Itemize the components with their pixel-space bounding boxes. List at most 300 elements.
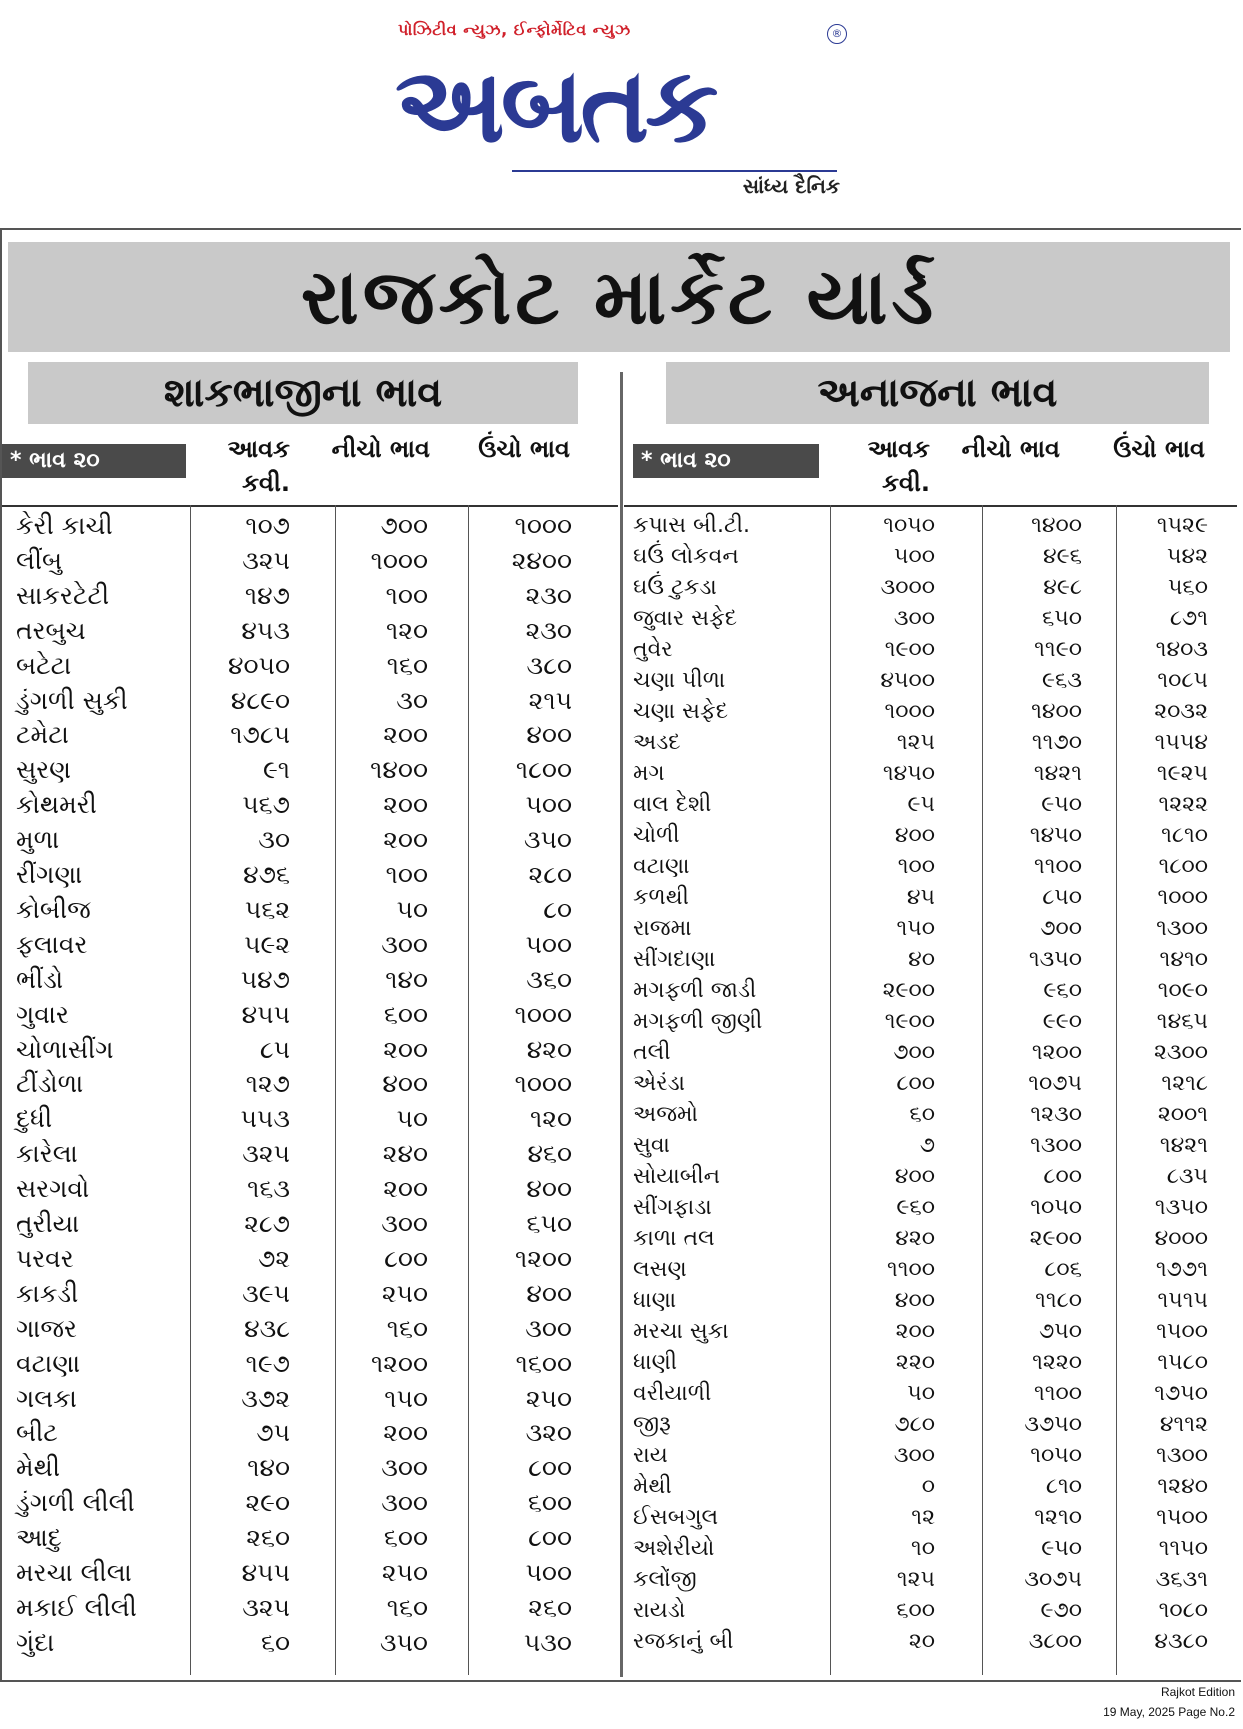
- high-price: ૧૨૦: [530, 1104, 572, 1134]
- low-price: ૨૫૦: [381, 1278, 428, 1308]
- commodity-name: અડદ: [633, 730, 681, 755]
- commodity-name: ઈસબગુલ: [633, 1505, 719, 1530]
- high-price: ૨૩૦૦: [1153, 1040, 1208, 1065]
- low-price: ૧૧૦૦: [1033, 854, 1082, 879]
- arrival-value: ૪૫૦૦: [880, 668, 935, 693]
- high-price: ૩૨૦: [525, 1418, 572, 1448]
- arrival-value: ૧૨૫: [896, 730, 935, 755]
- veg-col-low: નીચો ભાવ: [331, 435, 430, 463]
- arrival-value: ૪૦૦: [894, 823, 935, 848]
- commodity-name: રજકાનું બી: [633, 1629, 734, 1654]
- commodity-name: એરંડા: [633, 1071, 686, 1096]
- low-price: ૨૦૦: [383, 825, 428, 855]
- commodity-name: તરબુચ: [16, 615, 86, 645]
- commodity-name: તુરીયા: [16, 1209, 80, 1238]
- arrival-value: ૩૦૦: [893, 1443, 935, 1468]
- commodity-name: મગફળી જીણી: [633, 1009, 763, 1034]
- arrival-value: ૧૬૩: [247, 1174, 290, 1204]
- high-price: ૧૧૫૦: [1158, 1536, 1208, 1561]
- low-price: ૧૪૦૦: [1031, 699, 1082, 724]
- commodity-name: ફલાવર: [16, 929, 88, 959]
- commodity-name: રીંગણા: [16, 860, 83, 889]
- high-price: ૮૭૧: [1169, 606, 1208, 631]
- commodity-name: જીરૂ: [633, 1412, 671, 1437]
- commodity-name: આદુ: [16, 1523, 62, 1553]
- low-price: ૧૦૫૦: [1030, 1195, 1082, 1220]
- high-price: ૧૦૮૫: [1157, 668, 1208, 693]
- commodity-name: જુવાર સફેદ: [633, 606, 738, 631]
- high-price: ૪૦૦: [526, 1278, 572, 1308]
- high-price: ૮૩૫: [1166, 1164, 1208, 1189]
- arrival-value: ૮૦૦: [896, 1071, 935, 1096]
- high-price: ૪૧૧૨: [1159, 1412, 1208, 1437]
- high-price: ૨૬૦: [528, 1592, 572, 1622]
- high-price: ૧૦૦૦: [1157, 885, 1208, 910]
- commodity-name: મકાઈ લીલી: [16, 1592, 137, 1622]
- high-price: ૫૪૨: [1166, 544, 1208, 569]
- low-price: ૪૯૬: [1043, 544, 1082, 569]
- low-price: ૧૪૦૦: [370, 755, 428, 785]
- arrival-value: ૮૫: [259, 1034, 290, 1064]
- arrival-value: ૪૫૩: [241, 615, 290, 645]
- commodity-name: સીંગદાણા: [633, 947, 716, 972]
- arrival-value: ૨૯૦૦: [882, 978, 935, 1003]
- arrival-value: ૬૦: [260, 1627, 290, 1657]
- arrival-value: ૧૪૫૦: [882, 761, 935, 786]
- masthead-subtitle: સાંધ્ય દૈનિક: [742, 174, 840, 198]
- low-price: ૯૬૩: [1042, 668, 1082, 693]
- low-price: ૩૦૭૫: [1024, 1567, 1082, 1592]
- commodity-name: કળથી: [633, 885, 689, 910]
- arrival-value: ૩૦: [258, 825, 290, 855]
- low-price: ૨૦૦: [383, 1174, 428, 1204]
- arrival-value: ૨૦: [908, 1629, 935, 1654]
- high-price: ૮૦૦: [528, 1523, 572, 1553]
- commodity-name: મુળા: [16, 825, 60, 855]
- veg-col-arrival: આવક કવી.: [227, 435, 290, 497]
- arrival-value: ૨૦૦: [895, 1319, 935, 1344]
- low-price: ૧૪૦૦: [1031, 513, 1082, 538]
- commodity-name: અશેરીયો: [633, 1536, 715, 1561]
- arrival-value: ૧૫૦: [896, 916, 935, 941]
- commodity-name: રાયડો: [633, 1598, 686, 1623]
- page-title: રાજકોટ માર્કેટ યાર્ડ: [8, 242, 1230, 352]
- high-price: ૧૫૧૫: [1157, 1288, 1208, 1313]
- high-price: ૧૪૨૧: [1159, 1133, 1208, 1158]
- arrival-value: ૪૭૬: [243, 860, 290, 889]
- arrival-value: ૧૦૭: [245, 511, 290, 540]
- arrival-value: ૭૮૦: [894, 1412, 935, 1437]
- date-page-label: 19 May, 2025 Page No.2: [1103, 1705, 1235, 1719]
- high-price: ૧૫૨૯: [1156, 513, 1208, 538]
- low-price: ૯૯૦: [1042, 1009, 1082, 1034]
- high-price: ૫૩૦: [523, 1627, 572, 1657]
- commodity-name: ચોળાસીંગ: [16, 1034, 114, 1064]
- commodity-name: ગલકા: [16, 1383, 77, 1413]
- low-price: ૨૦૦: [383, 790, 428, 820]
- arrival-value: ૧૯૦૦: [884, 637, 935, 662]
- low-price: ૧૪૨૧: [1033, 761, 1082, 786]
- high-price: ૪૦૦: [526, 720, 572, 750]
- commodity-name: કોથમરી: [16, 790, 97, 820]
- vegetables-heading: શાકભાજીના ભાવ: [28, 362, 578, 424]
- commodity-name: ઘઉં લોકવન: [633, 544, 739, 569]
- low-price: ૬૫૦: [1041, 606, 1082, 631]
- commodity-name: કપાસ બી.ટી.: [633, 513, 751, 538]
- arrival-value: ૯૫: [907, 792, 935, 817]
- arrival-value: ૩૨૫: [242, 1139, 290, 1169]
- high-price: ૧૫૦૦: [1156, 1319, 1208, 1344]
- low-price: ૧૧૮૦: [1035, 1288, 1082, 1313]
- high-price: ૧૫૮૦: [1157, 1350, 1208, 1375]
- arrival-value: ૪૮૯૦: [230, 685, 290, 715]
- arrival-value: ૪૦: [908, 947, 935, 972]
- arrival-value: ૧૦૦૦: [884, 699, 935, 724]
- grain-col-high: ઉંચો ભાવ: [1113, 435, 1205, 463]
- commodity-name: અજમો: [633, 1102, 699, 1127]
- low-price: ૧૬૦: [386, 650, 428, 680]
- commodity-name: ડુંગળી સુકી: [16, 685, 128, 715]
- commodity-name: મરચા સુકા: [633, 1319, 729, 1344]
- arrival-value: ૨૬૦: [246, 1523, 290, 1553]
- low-price: ૧૨૨૦: [1032, 1350, 1082, 1375]
- low-price: ૧૦૦: [385, 860, 428, 889]
- high-price: ૪૦૦૦: [1154, 1226, 1208, 1251]
- commodity-name: કેરી કાચી: [16, 511, 113, 540]
- commodity-name: ચોળી: [633, 823, 680, 848]
- low-price: ૬૦૦: [383, 999, 428, 1029]
- high-price: ૧૮૦૦: [515, 755, 572, 785]
- arrival-value: ૪૫૫: [241, 1558, 290, 1587]
- low-price: ૧૪૦: [385, 964, 428, 994]
- commodity-name: દુધી: [16, 1104, 53, 1134]
- commodity-name: મેથી: [633, 1474, 672, 1499]
- commodity-name: કોબીજ: [16, 894, 91, 924]
- low-price: ૫૦: [396, 894, 428, 924]
- arrival-value: ૪૫: [906, 885, 935, 910]
- high-price: ૬૦૦: [527, 1488, 572, 1518]
- commodity-name: ધાણા: [633, 1288, 677, 1313]
- low-price: ૬૦૦: [383, 1523, 428, 1553]
- low-price: ૮૦૬: [1044, 1257, 1082, 1282]
- commodity-name: ગાજર: [16, 1313, 77, 1343]
- high-price: ૧૩૦૦: [1156, 1443, 1208, 1468]
- arrival-value: ૭૦૦: [893, 1040, 935, 1065]
- arrival-value: ૫૪૭: [240, 964, 290, 994]
- high-price: ૮૦: [543, 894, 572, 924]
- arrival-value: ૧૧૦૦: [886, 1257, 935, 1282]
- high-price: ૧૨૦૦: [514, 1243, 572, 1273]
- masthead: [0, 0, 1243, 215]
- arrival-value: ૧૪૦: [247, 1453, 290, 1483]
- commodity-name: ડુંગળી લીલી: [16, 1488, 135, 1518]
- low-price: ૧૫૦: [384, 1383, 428, 1413]
- arrival-value: ૫૦: [907, 1381, 935, 1406]
- grains-heading: અનાજના ભાવ: [666, 362, 1209, 424]
- arrival-value: ૩૨૫: [242, 545, 290, 575]
- low-price: ૧૧૯૦: [1034, 637, 1082, 662]
- commodity-name: વટાણા: [633, 854, 690, 879]
- commodity-name: સીંગફાડા: [633, 1195, 712, 1220]
- low-price: ૯૫૦: [1041, 1536, 1082, 1561]
- commodity-name: મરચા લીલા: [16, 1558, 132, 1587]
- high-price: ૨૫૦: [525, 1383, 572, 1413]
- commodity-name: ધાણી: [633, 1350, 678, 1375]
- arrival-value: ૬૦: [909, 1102, 935, 1127]
- high-price: ૨૧૫: [528, 685, 572, 715]
- low-price: ૩૮૦૦: [1028, 1629, 1082, 1654]
- low-price: ૧૬૦: [386, 1313, 428, 1343]
- low-price: ૫૦: [396, 1104, 428, 1134]
- high-price: ૧૮૧૦: [1161, 823, 1208, 848]
- veg-col-high: ઉંચો ભાવ: [478, 435, 570, 463]
- low-price: ૩૦૦: [381, 1453, 428, 1483]
- high-price: ૨૩૦: [525, 580, 572, 610]
- high-price: ૩૮૦: [526, 650, 572, 680]
- high-price: ૪૬૦: [527, 1139, 572, 1169]
- arrival-value: ૩૨૫: [242, 1592, 290, 1622]
- commodity-name: મગ: [633, 761, 665, 786]
- commodity-name: રાજમા: [633, 916, 692, 941]
- commodity-name: સરગવો: [16, 1174, 90, 1204]
- high-price: ૫૬૦: [1167, 575, 1208, 600]
- low-price: ૩૫૦: [379, 1627, 428, 1657]
- arrival-value: ૪૦૫૦: [227, 650, 290, 680]
- low-price: ૪૯૮: [1043, 575, 1082, 600]
- arrival-value: ૧૭૮૫: [230, 720, 290, 750]
- low-price: ૩૦૦: [381, 1488, 428, 1518]
- high-price: ૧૩૫૦: [1154, 1195, 1208, 1220]
- high-price: ૫૦૦: [525, 1558, 572, 1587]
- center-divider: [620, 372, 623, 1677]
- commodity-name: કાકડી: [16, 1278, 79, 1308]
- high-price: ૬૫૦: [526, 1209, 572, 1238]
- low-price: ૨૫૦: [381, 1558, 428, 1587]
- low-price: ૮૦૦: [1043, 1164, 1082, 1189]
- arrival-value: ૩૦૦: [893, 606, 935, 631]
- arrival-value: ૧૨: [911, 1505, 935, 1530]
- arrival-value: ૨૮૭: [244, 1209, 290, 1238]
- commodity-name: બટેટા: [16, 650, 72, 680]
- arrival-value: ૧૯૦૦: [884, 1009, 935, 1034]
- arrival-value: ૩૦૦૦: [880, 575, 935, 600]
- low-price: ૮૧૦: [1045, 1474, 1082, 1499]
- commodity-name: વાલ દેશી: [633, 792, 712, 817]
- high-price: ૧૪૧૦: [1159, 947, 1208, 972]
- commodity-name: ગુંદા: [16, 1627, 55, 1657]
- arrival-value: ૩૯૫: [242, 1278, 290, 1308]
- high-price: ૧૮૦૦: [1158, 854, 1208, 879]
- commodity-name: ટીંડોળા: [16, 1069, 84, 1099]
- high-price: ૧૦૦૦: [514, 511, 572, 540]
- logo-divider: [512, 170, 837, 172]
- low-price: ૯૬૦: [1043, 978, 1082, 1003]
- low-price: ૩૭૫૦: [1024, 1412, 1082, 1437]
- commodity-name: સોયાબીન: [633, 1164, 721, 1189]
- high-price: ૧૨૨૨: [1158, 792, 1208, 817]
- high-price: ૪૩૮૦: [1154, 1629, 1208, 1654]
- low-price: ૧૦૭૫: [1028, 1071, 1082, 1096]
- low-price: ૧૩૫૦: [1028, 947, 1082, 972]
- grains-unit-tag: * ભાવ ૨૦: [633, 444, 819, 478]
- high-price: ૩૦૦: [525, 1313, 572, 1343]
- vegetables-unit-tag: * ભાવ ૨૦: [2, 444, 186, 478]
- grain-header-rule: [624, 505, 1237, 507]
- low-price: ૧૩૦૦: [1030, 1133, 1082, 1158]
- commodity-name: ગુવાર: [16, 999, 69, 1029]
- high-price: ૮૦૦: [528, 1453, 572, 1483]
- low-price: ૮૦૦: [384, 1243, 428, 1273]
- arrival-value: ૭: [919, 1133, 935, 1158]
- high-price: ૧૯૨૫: [1156, 761, 1208, 786]
- arrival-value: ૧૯૭: [245, 1348, 290, 1378]
- arrival-value: ૫૬૨: [244, 894, 290, 924]
- low-price: ૭૫૦: [1039, 1319, 1082, 1344]
- commodity-name: મેથી: [16, 1453, 60, 1483]
- low-price: ૪૦૦: [382, 1069, 428, 1099]
- high-price: ૧૨૧૮: [1161, 1071, 1208, 1096]
- commodity-name: કારેલા: [16, 1139, 78, 1169]
- arrival-value: ૧૨૭: [245, 1069, 290, 1099]
- low-price: ૧૨૧૦: [1034, 1505, 1082, 1530]
- low-price: ૩૦૦: [381, 1209, 428, 1238]
- arrival-value: ૪૦૦: [894, 1164, 935, 1189]
- arrival-value: ૫૬૭: [242, 790, 290, 820]
- arrival-value: ૨૨૦: [895, 1350, 935, 1375]
- high-price: ૨૮૦: [528, 860, 572, 889]
- high-price: ૫૦૦: [525, 929, 572, 959]
- low-price: ૩૦૦: [381, 929, 428, 959]
- commodity-name: રાય: [633, 1443, 668, 1468]
- low-price: ૧૪૫૦: [1029, 823, 1082, 848]
- edition-label: Rajkot Edition: [1160, 1685, 1235, 1699]
- low-price: ૧૧૦૦: [1033, 1381, 1082, 1406]
- commodity-name: તલી: [633, 1040, 671, 1065]
- commodity-name: ઘઉં ટુકડા: [633, 575, 717, 600]
- logo: અબતક: [395, 44, 715, 166]
- commodity-name: સુરણ: [16, 755, 71, 785]
- low-price: ૭૦૦: [380, 511, 428, 540]
- high-price: ૩૬૩૧: [1155, 1567, 1208, 1592]
- arrival-value: ૪૩૮: [244, 1313, 290, 1343]
- commodity-name: કલોંજી: [633, 1567, 697, 1592]
- low-price: ૧૧૭૦: [1031, 730, 1082, 755]
- arrival-value: ૧૦: [910, 1536, 935, 1561]
- commodity-name: કાળા તલ: [633, 1226, 715, 1251]
- low-price: ૮૫૦: [1042, 885, 1082, 910]
- high-price: ૨૦૦૧: [1157, 1102, 1208, 1127]
- low-price: ૧૨૩૦: [1030, 1102, 1082, 1127]
- high-price: ૧૫૫૪: [1154, 730, 1208, 755]
- arrival-value: ૪૦૦: [894, 1288, 935, 1313]
- commodity-name: લસણ: [633, 1257, 687, 1282]
- high-price: ૨૩૦: [525, 615, 572, 645]
- high-price: ૩૫૦: [523, 825, 572, 855]
- arrival-value: ૪૫૫: [241, 999, 290, 1029]
- arrival-value: ૭૨: [257, 1243, 290, 1273]
- commodity-name: વરીયાળી: [633, 1381, 712, 1406]
- commodity-name: બીટ: [16, 1418, 58, 1448]
- registered-mark: ®: [827, 24, 847, 44]
- arrival-value: ૧૦૦: [897, 854, 935, 879]
- low-price: ૧૨૦૦: [1031, 1040, 1082, 1065]
- commodity-name: ચણા સફેદ: [633, 699, 728, 724]
- low-price: ૨૦૦: [383, 720, 428, 750]
- commodity-name: ભીંડો: [16, 964, 64, 994]
- high-price: ૧૦૦૦: [514, 999, 572, 1029]
- arrival-value: ૧૦૫૦: [883, 513, 935, 538]
- arrival-value: ૧૪૭: [244, 580, 290, 610]
- high-price: ૨૪૦૦: [511, 545, 572, 575]
- arrival-value: ૨૯૦: [245, 1488, 290, 1518]
- arrival-value: ૯૧: [262, 755, 290, 785]
- high-price: ૧૪૬૫: [1156, 1009, 1208, 1034]
- high-price: ૧૫૦૦: [1156, 1505, 1208, 1530]
- arrival-value: ૩૭૨: [241, 1383, 290, 1413]
- commodity-name: તુવેર: [633, 637, 673, 662]
- high-price: ૧૭૫૦: [1154, 1381, 1208, 1406]
- arrival-value: ૬૦૦: [896, 1598, 935, 1623]
- arrival-value: ૦: [921, 1474, 935, 1499]
- low-price: ૧૦૦૦: [370, 545, 428, 575]
- low-price: ૨૪૦: [382, 1139, 428, 1169]
- low-price: ૯૫૦: [1041, 792, 1082, 817]
- high-price: ૫૦૦: [525, 790, 572, 820]
- low-price: ૯૭૦: [1040, 1598, 1082, 1623]
- high-price: ૧૨૪૦: [1157, 1474, 1208, 1499]
- high-price: ૧૦૦૦: [514, 1069, 572, 1099]
- commodity-name: પરવર: [16, 1243, 74, 1273]
- arrival-value: ૯૬૦: [896, 1195, 935, 1220]
- commodity-name: લીંબુ: [16, 545, 63, 575]
- commodity-name: ટમેટા: [16, 720, 69, 750]
- tagline: પોઝિટીવ ન્યુઝ, ઈન્ફોર્મેટિવ ન્યુઝ: [398, 20, 631, 39]
- commodity-name: વટાણા: [16, 1348, 81, 1378]
- arrival-value: ૫૦૦: [894, 544, 935, 569]
- arrival-value: ૭૫: [256, 1418, 290, 1448]
- high-price: ૧૩૦૦: [1156, 916, 1208, 941]
- low-price: ૩૦: [396, 685, 428, 715]
- arrival-value: ૧૨૫: [896, 1567, 935, 1592]
- high-price: ૧૦૮૦: [1158, 1598, 1208, 1623]
- commodity-name: સુવા: [633, 1133, 670, 1158]
- veg-header-rule: [2, 505, 618, 507]
- arrival-value: ૫૯૨: [244, 929, 290, 959]
- arrival-value: ૫૫૩: [240, 1104, 290, 1134]
- grain-col-low: નીચો ભાવ: [961, 435, 1060, 463]
- high-price: ૨૦૩૨: [1154, 699, 1208, 724]
- high-price: ૧૭૭૧: [1155, 1257, 1208, 1282]
- high-price: ૧૦૯૦: [1157, 978, 1208, 1003]
- low-price: ૨૦૦: [383, 1034, 428, 1064]
- low-price: ૧૬૦: [386, 1592, 428, 1622]
- commodity-name: સાકરટેટી: [16, 580, 110, 610]
- high-price: ૧૪૦૩: [1155, 637, 1208, 662]
- arrival-value: ૪૨૦: [895, 1226, 935, 1251]
- high-price: ૪૨૦: [526, 1034, 572, 1064]
- high-price: ૩૬૦: [526, 964, 572, 994]
- grain-col-arrival: આવક કવી.: [867, 435, 930, 497]
- low-price: ૧૦૫૦: [1030, 1443, 1082, 1468]
- low-price: ૨૦૦: [383, 1418, 428, 1448]
- commodity-name: મગફળી જાડી: [633, 978, 757, 1003]
- low-price: ૧૨૦૦: [370, 1348, 428, 1378]
- high-price: ૧૬૦૦: [515, 1348, 572, 1378]
- commodity-name: ચણા પીળા: [633, 668, 726, 693]
- high-price: ૪૦૦: [526, 1174, 572, 1204]
- low-price: ૧૦૦: [385, 580, 428, 610]
- low-price: ૨૯૦૦: [1029, 1226, 1082, 1251]
